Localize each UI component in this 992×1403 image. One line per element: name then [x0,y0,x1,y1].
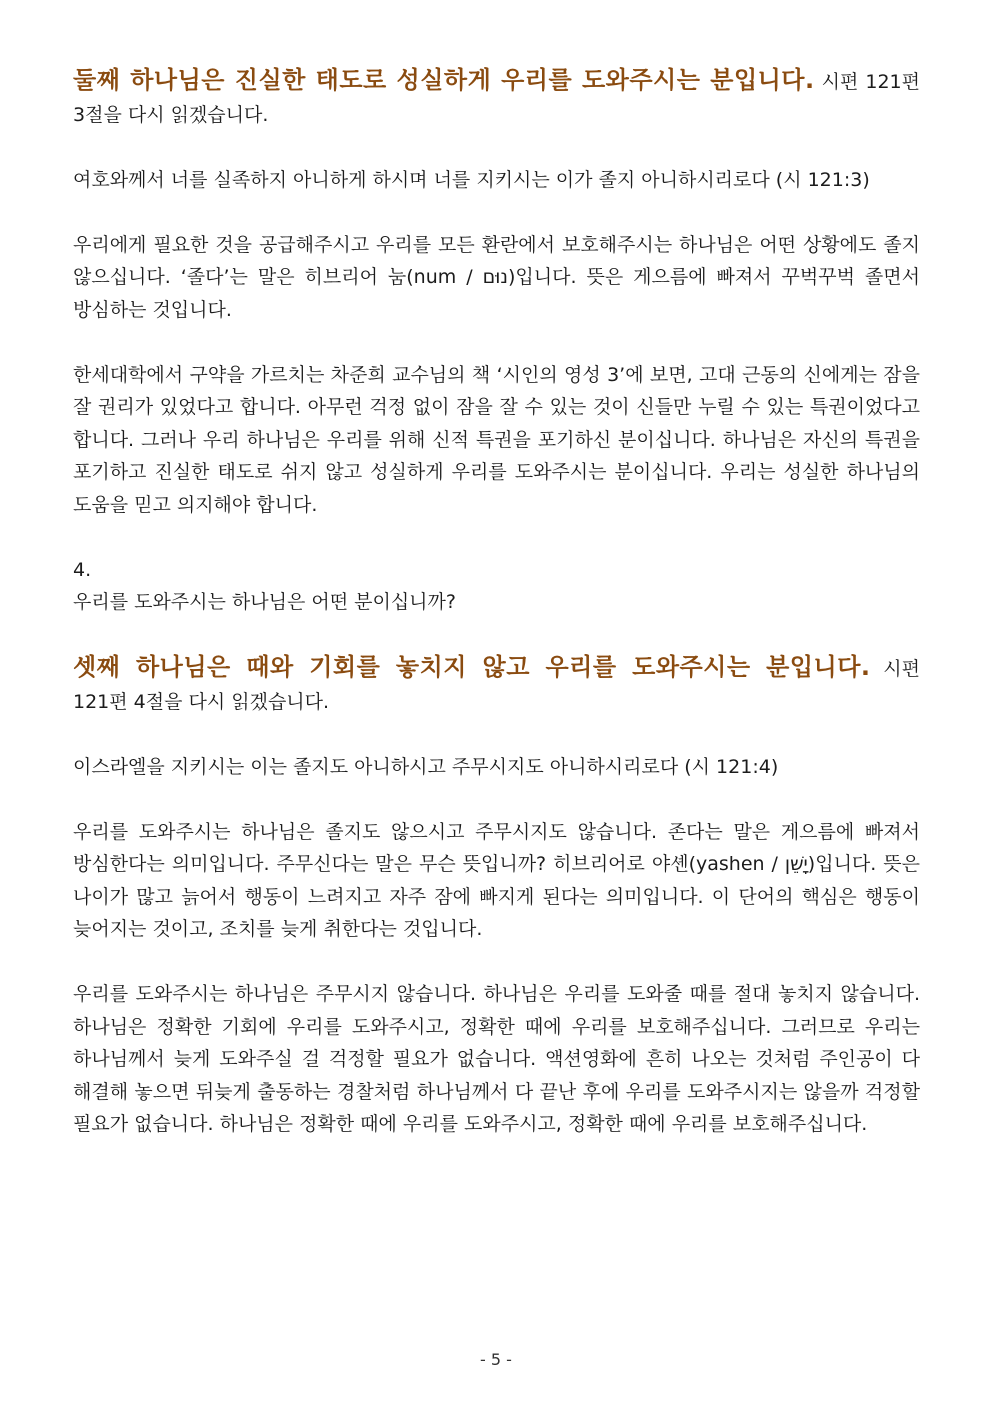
section-2-heading: 둘째 하나님은 진실한 태도로 성실하게 우리를 도와주시는 분입니다. [73,66,815,94]
section-3-heading: 셋째 하나님은 때와 기회를 놓치지 않고 우리를 도와주시는 분입니다. [73,653,871,681]
page-number: - 5 - [480,1350,512,1369]
section-3-paragraph [73,651,920,718]
document-page [73,64,920,1141]
body-paragraph: 한세대학에서 구약을 가르치는 차준희 교수님의 책 ‘시인의 영성 3’에 보면, 고대 근동의 신에게는 잠을 잘 권리가 있었다고 합니다. 아무런 걱정 없이 잠을 잘 수 있는 것이 신들만 누릴 수 있는 특권이었다고 합니다. 그러나 우리 하나님은 우리를 위해 신적 특권을 포기하신 분이십니다. 하나님은 자신의 특권을 포기하고 진실한 태도로 쉬지 않고 성실하게 우리를 도와주시는 분이십니다. 우리는 성실한 하나님의 도움을 믿고 의지해야 합니다. [73,363,920,516]
body-paragraph: 우리를 도와주시는 하나님은 주무시지 않습니다. 하나님은 우리를 도와줄 때를 절대 놓치지 않습니다. 하나님은 정확한 기회에 우리를 도와주시고, 정확한 때에 우리를 보호해주십니다. 그러므로 우리는 하나님께서 늦게 도와주실 걸 걱정할 필요가 없습니다. 액션영화에 흔히 나오는 것처럼 주인공이 다 해결해 놓으면 뒤늦게 출동하는 경찰처럼 하나님께서 다 끝난 후에 우리를 도와주시지는 않을까 걱정할 필요가 없습니다. 하나님은 정확한 때에 우리를 도와주시고, 정확한 때에 우리를 보호해주십니다. [73,983,920,1135]
section-2-paragraph [73,64,920,131]
scripture-verse-121-3: 여호와께서 너를 실족하지 아니하게 하시며 너를 지키시는 이가 졸지 아니하시리로다 (시 121:3) [73,168,870,191]
question-text: 우리를 도와주시는 하나님은 어떤 분이십니까? [73,591,456,613]
body-paragraph: 우리를 도와주시는 하나님은 졸지도 않으시고 주무시지도 않습니다. 존다는 말은 게으름에 빠져서 방심한다는 의미입니다. 주무신다는 말은 무슨 뜻입니까? 히브리어로 야셴(yashen / יָשֵׁן)입니다. 뜻은 나이가 많고 늙어서 행동이 느려지고 자주 잠에 빠지게 된다는 의미입니다. 이 단어의 핵심은 행동이 늦어지는 것이고, 조치를 늦게 취한다는 것입니다. [73,820,920,940]
section-3-intro: 시편 121편 4절을 다시 읽겠습니다. [73,658,920,713]
question-number: 4. [73,558,92,581]
scripture-verse-121-4: 이스라엘을 지키시는 이는 졸지도 아니하시고 주무시지도 아니하시리로다 (시 121:4) [73,755,779,778]
body-paragraph: 우리에게 필요한 것을 공급해주시고 우리를 모든 환란에서 보호해주시는 하나님은 어떤 상황에도 졸지 않으십니다. ‘졸다’는 말은 히브리어 눔(num / נוּם)입니다. 뜻은 게으름에 빠져서 꾸벅꾸벅 졸면서 방심하는 것입니다. [73,233,920,321]
section-2-intro: 시편 121편 3절을 다시 읽겠습니다. [73,71,920,126]
